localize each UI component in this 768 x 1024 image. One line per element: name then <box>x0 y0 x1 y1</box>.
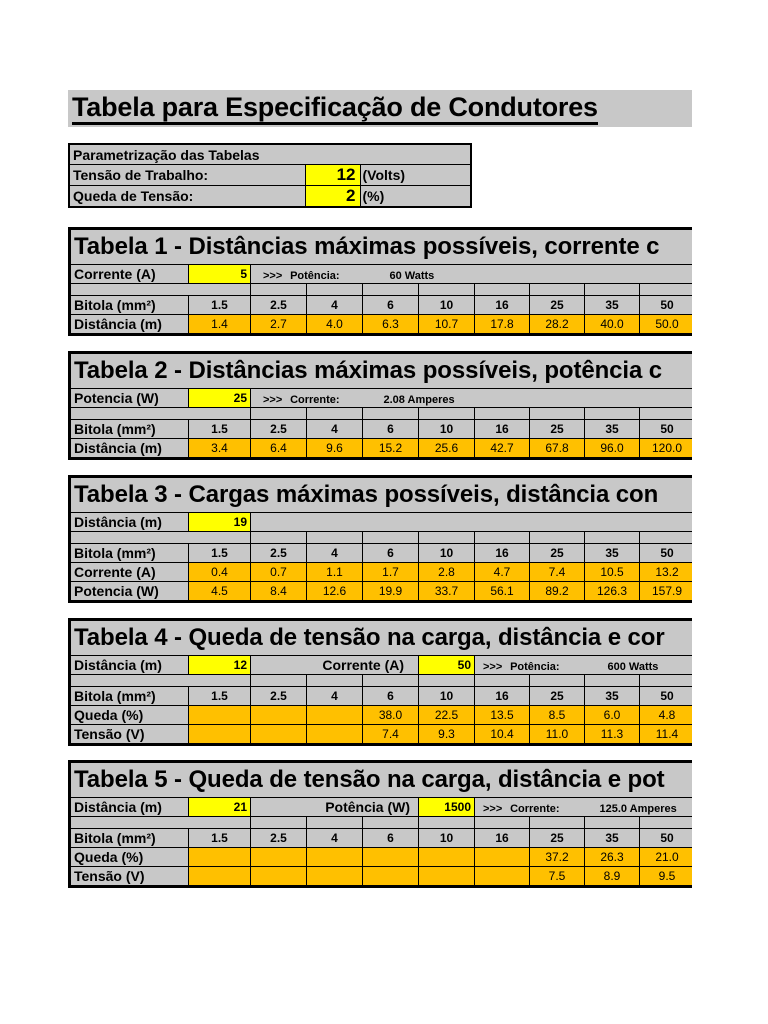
bitola-cell: 16 <box>475 687 530 706</box>
value-cell: 126.3 <box>585 582 640 601</box>
value-cell: 13.5 <box>475 706 530 725</box>
value-cell: 50.0 <box>640 315 693 334</box>
calc-value: 2.08 Amperes <box>383 394 455 406</box>
bitola-cell: 10 <box>419 296 475 315</box>
tabela-5 <box>68 760 692 888</box>
bitola-cell: 50 <box>640 420 693 439</box>
row-label: Distância (m) <box>71 439 189 458</box>
value-cell: 96.0 <box>585 439 640 458</box>
bitola-cell: 10 <box>419 420 475 439</box>
value-cell <box>419 848 475 867</box>
bitola-cell: 16 <box>475 544 530 563</box>
value-cell: 37.2 <box>530 848 585 867</box>
bitola-cell: 35 <box>585 544 640 563</box>
bitola-cell: 6 <box>363 296 419 315</box>
bitola-cell: 6 <box>363 829 419 848</box>
value-cell: 89.2 <box>530 582 585 601</box>
input-label: Distância (m) <box>71 798 189 817</box>
param-label: Queda de Tensão: <box>69 186 305 208</box>
params-table <box>68 143 472 208</box>
tabela-1-title: Tabela 1 - Distâncias máximas possíveis, corrente c <box>74 233 660 260</box>
value-cell: 67.8 <box>530 439 585 458</box>
bitola-cell: 35 <box>585 687 640 706</box>
value-cell <box>307 867 363 886</box>
value-cell: 4.5 <box>189 582 251 601</box>
calc-label: Potência: <box>510 661 560 673</box>
arrow-text: >>> <box>483 661 503 673</box>
bitola-cell: 50 <box>640 687 693 706</box>
bitola-cell: 4 <box>307 829 363 848</box>
value-cell: 6.4 <box>251 439 307 458</box>
value-cell: 1.7 <box>363 563 419 582</box>
value-cell: 8.9 <box>585 867 640 886</box>
value-cell: 6.3 <box>363 315 419 334</box>
value-cell: 7.4 <box>363 725 419 744</box>
bitola-cell: 50 <box>640 296 693 315</box>
bitola-cell: 1.5 <box>189 544 251 563</box>
potencia-input[interactable]: 25 <box>189 389 251 408</box>
value-cell: 4.7 <box>475 563 530 582</box>
param-unit: (%) <box>360 186 471 208</box>
value-cell <box>189 725 251 744</box>
tabela-3-title: Tabela 3 - Cargas máximas possíveis, distância con <box>74 481 659 508</box>
tabela-2 <box>68 351 692 460</box>
arrow-text: >>> <box>263 394 283 406</box>
distancia-input[interactable]: 21 <box>189 798 251 817</box>
bitola-label: Bitola (mm²) <box>71 420 189 439</box>
row-label: Potencia (W) <box>71 582 189 601</box>
value-cell: 11.3 <box>585 725 640 744</box>
bitola-cell: 1.5 <box>189 296 251 315</box>
input-label: Potencia (W) <box>71 389 189 408</box>
value-cell: 4.8 <box>640 706 693 725</box>
value-cell: 2.7 <box>251 315 307 334</box>
bitola-label: Bitola (mm²) <box>71 687 189 706</box>
value-cell: 9.3 <box>419 725 475 744</box>
value-cell: 157.9 <box>640 582 693 601</box>
value-cell: 10.4 <box>475 725 530 744</box>
value-cell <box>475 848 530 867</box>
bitola-label: Bitola (mm²) <box>71 544 189 563</box>
value-cell: 33.7 <box>419 582 475 601</box>
potencia-input[interactable]: 1500 <box>419 798 475 817</box>
row-label: Queda (%) <box>71 706 189 725</box>
value-cell: 4.0 <box>307 315 363 334</box>
bitola-cell: 1.5 <box>189 420 251 439</box>
bitola-cell: 2.5 <box>251 544 307 563</box>
bitola-cell: 35 <box>585 420 640 439</box>
bitola-cell: 6 <box>363 544 419 563</box>
queda-tensao-input[interactable]: 2 <box>305 186 360 208</box>
value-cell: 11.4 <box>640 725 693 744</box>
bitola-cell: 25 <box>530 687 585 706</box>
tabela-3 <box>68 475 692 603</box>
params-header: Parametrização das Tabelas <box>69 144 471 165</box>
value-cell: 8.5 <box>530 706 585 725</box>
calc-value: 600 Watts <box>607 661 659 673</box>
value-cell: 2.8 <box>419 563 475 582</box>
tabela-4 <box>68 618 692 746</box>
bitola-label: Bitola (mm²) <box>71 829 189 848</box>
value-cell: 9.6 <box>307 439 363 458</box>
tabela-2-title: Tabela 2 - Distâncias máximas possíveis, potência c <box>74 357 663 384</box>
value-cell: 22.5 <box>419 706 475 725</box>
corrente-input[interactable]: 5 <box>189 265 251 284</box>
value-cell: 10.7 <box>419 315 475 334</box>
value-cell: 25.6 <box>419 439 475 458</box>
value-cell: 1.1 <box>307 563 363 582</box>
tensao-trabalho-input[interactable]: 12 <box>305 165 360 186</box>
value-cell <box>307 725 363 744</box>
document-title-bar <box>68 90 692 127</box>
bitola-cell: 35 <box>585 829 640 848</box>
value-cell: 120.0 <box>640 439 693 458</box>
value-cell <box>251 725 307 744</box>
value-cell: 12.6 <box>307 582 363 601</box>
value-cell <box>189 848 251 867</box>
bitola-cell: 35 <box>585 296 640 315</box>
value-cell: 38.0 <box>363 706 419 725</box>
value-cell <box>307 706 363 725</box>
bitola-cell: 4 <box>307 420 363 439</box>
distancia-input[interactable]: 19 <box>189 513 251 532</box>
value-cell: 7.5 <box>530 867 585 886</box>
value-cell: 17.8 <box>475 315 530 334</box>
value-cell: 26.3 <box>585 848 640 867</box>
value-cell: 40.0 <box>585 315 640 334</box>
value-cell: 11.0 <box>530 725 585 744</box>
bitola-cell: 2.5 <box>251 829 307 848</box>
value-cell: 56.1 <box>475 582 530 601</box>
value-cell <box>307 848 363 867</box>
value-cell: 19.9 <box>363 582 419 601</box>
input-label: Corrente (A) <box>71 265 189 284</box>
bitola-cell: 25 <box>530 829 585 848</box>
value-cell: 13.2 <box>640 563 693 582</box>
calc-label: Corrente: <box>510 803 560 815</box>
bitola-cell: 25 <box>530 544 585 563</box>
tabela-5-title: Tabela 5 - Queda de tensão na carga, distância e pot <box>74 766 665 793</box>
value-cell: 8.4 <box>251 582 307 601</box>
row-label: Queda (%) <box>71 848 189 867</box>
bitola-cell: 6 <box>363 420 419 439</box>
bitola-cell: 16 <box>475 296 530 315</box>
arrow-text: >>> <box>263 270 283 282</box>
row-label: Distância (m) <box>71 315 189 334</box>
bitola-cell: 4 <box>307 687 363 706</box>
calc-value: 125.0 Amperes <box>599 803 677 815</box>
bitola-label: Bitola (mm²) <box>71 296 189 315</box>
arrow-text: >>> <box>483 803 503 815</box>
calc-value: 60 Watts <box>389 270 435 282</box>
value-cell <box>251 867 307 886</box>
bitola-cell: 1.5 <box>189 829 251 848</box>
value-cell <box>251 848 307 867</box>
input-label: Distância (m) <box>71 656 189 675</box>
document-title: Tabela para Especificação de Condutores <box>72 92 598 125</box>
row-label: Tensão (V) <box>71 725 189 744</box>
bitola-cell: 16 <box>475 829 530 848</box>
row-label: Corrente (A) <box>71 563 189 582</box>
bitola-cell: 25 <box>530 296 585 315</box>
value-cell: 9.5 <box>640 867 693 886</box>
tabela-4-title: Tabela 4 - Queda de tensão na carga, distância e cor <box>74 624 665 651</box>
bitola-cell: 6 <box>363 687 419 706</box>
value-cell: 6.0 <box>585 706 640 725</box>
tabela-1 <box>68 227 692 336</box>
param-unit: (Volts) <box>360 165 471 186</box>
bitola-cell: 2.5 <box>251 296 307 315</box>
value-cell <box>189 867 251 886</box>
bitola-cell: 2.5 <box>251 687 307 706</box>
distancia-input[interactable]: 12 <box>189 656 251 675</box>
value-cell <box>475 867 530 886</box>
value-cell <box>189 706 251 725</box>
bitola-cell: 25 <box>530 420 585 439</box>
bitola-cell: 50 <box>640 829 693 848</box>
bitola-cell: 4 <box>307 544 363 563</box>
value-cell: 0.7 <box>251 563 307 582</box>
calc-label: Potência: <box>290 270 340 282</box>
input-label: Distância (m) <box>71 513 189 532</box>
bitola-cell: 10 <box>419 687 475 706</box>
corrente-input[interactable]: 50 <box>419 656 475 675</box>
bitola-cell: 1.5 <box>189 687 251 706</box>
param-label: Tensão de Trabalho: <box>69 165 305 186</box>
input2-label: Corrente (A) <box>251 656 419 675</box>
bitola-cell: 10 <box>419 829 475 848</box>
value-cell: 10.5 <box>585 563 640 582</box>
value-cell: 42.7 <box>475 439 530 458</box>
bitola-cell: 10 <box>419 544 475 563</box>
value-cell: 1.4 <box>189 315 251 334</box>
value-cell <box>251 706 307 725</box>
bitola-cell: 2.5 <box>251 420 307 439</box>
value-cell: 28.2 <box>530 315 585 334</box>
bitola-cell: 50 <box>640 544 693 563</box>
value-cell: 0.4 <box>189 563 251 582</box>
value-cell <box>363 848 419 867</box>
value-cell <box>419 867 475 886</box>
value-cell: 21.0 <box>640 848 693 867</box>
row-label: Tensão (V) <box>71 867 189 886</box>
value-cell: 15.2 <box>363 439 419 458</box>
calc-label: Corrente: <box>290 394 340 406</box>
bitola-cell: 4 <box>307 296 363 315</box>
value-cell: 7.4 <box>530 563 585 582</box>
value-cell <box>363 867 419 886</box>
bitola-cell: 16 <box>475 420 530 439</box>
input2-label: Potência (W) <box>251 798 419 817</box>
value-cell: 3.4 <box>189 439 251 458</box>
